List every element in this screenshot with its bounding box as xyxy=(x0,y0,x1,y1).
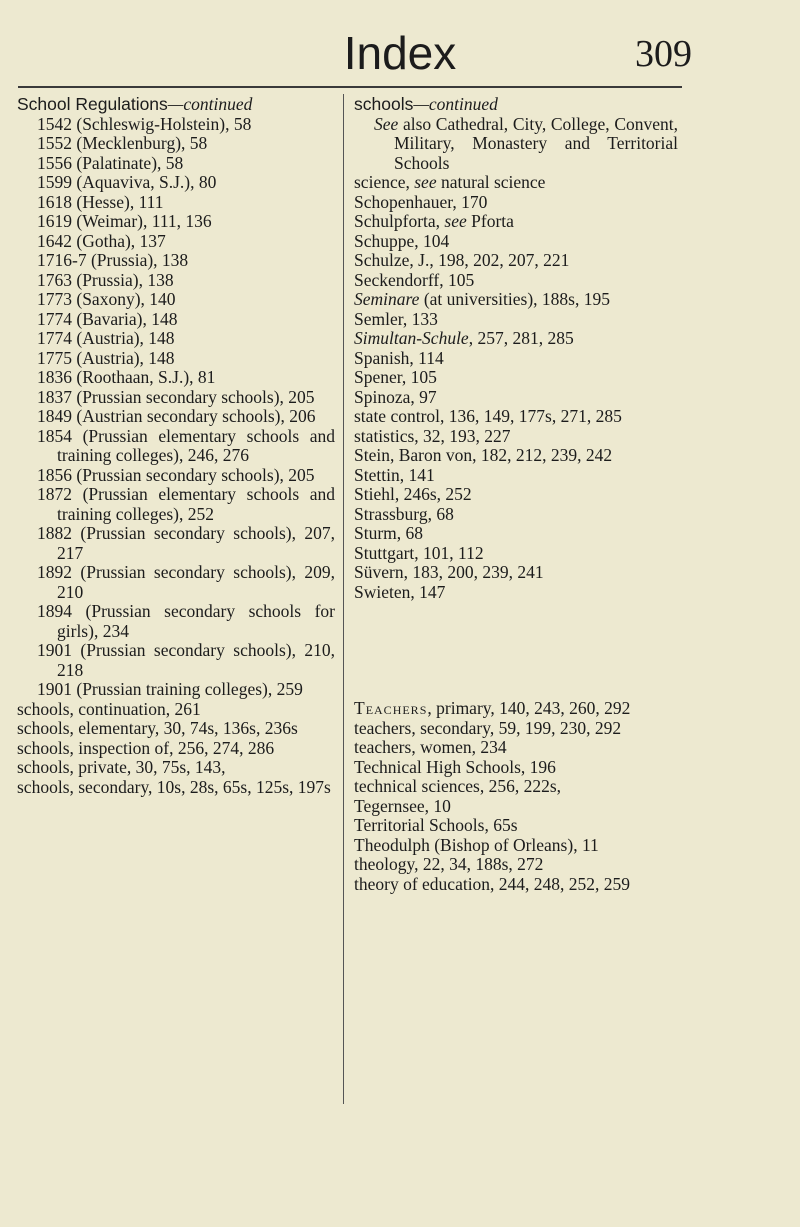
heading-continued: —continued xyxy=(167,94,253,114)
index-subentry: 1856 (Prussian secondary schools), 205 xyxy=(37,464,315,485)
index-entry: Spener, 105 xyxy=(354,367,437,387)
left-column xyxy=(17,95,335,797)
index-subentry: 1556 (Palatinate), 58 xyxy=(37,152,184,173)
index-entry: Theodulph (Bishop of Orleans), 11 xyxy=(354,834,599,855)
index-subentry: 1872 (Prussian elementary schools and training colleges), 252 xyxy=(37,484,335,524)
index-entry: Schuppe, 104 xyxy=(354,230,450,251)
index-subentry: 1773 (Saxony), 140 xyxy=(37,289,176,309)
index-entry xyxy=(354,699,678,719)
index-entry: teachers, secondary, 59, 199, 230, 292 xyxy=(354,717,622,738)
index-entry: schools, inspection of, 256, 274, 286 xyxy=(17,737,275,758)
index-entry: Semler, 133 xyxy=(354,308,438,329)
entry-pages: , primary, 140, 243, 260, 292 xyxy=(427,698,631,718)
index-subentry: 1642 (Gotha), 137 xyxy=(37,230,166,251)
index-entry xyxy=(354,173,678,193)
index-entry xyxy=(354,329,678,349)
index-entry: Schopenhauer, 170 xyxy=(354,191,488,212)
index-entry: Strassburg, 68 xyxy=(354,503,454,524)
entry-pages: , 257, 281, 285 xyxy=(468,328,574,348)
page-number: 309 xyxy=(635,33,692,75)
index-entry: Technical High Schools, 196 xyxy=(354,756,556,777)
index-entry: Süvern, 183, 200, 239, 241 xyxy=(354,562,544,582)
right-column xyxy=(354,95,678,894)
header-rule xyxy=(18,86,682,88)
index-entry: Stiehl, 246s, 252 xyxy=(354,484,472,504)
entry-title: Simultan-Schule xyxy=(354,328,469,348)
index-entry: state control, 136, 149, 177s, 271, 285 xyxy=(354,406,622,426)
index-subentry: 1619 (Weimar), 111, 136 xyxy=(37,211,212,231)
index-entry: schools, elementary, 30, 74s, 136s, 236s xyxy=(17,718,298,738)
index-entry: theory of education, 244, 248, 252, 259 xyxy=(354,873,631,894)
index-entry: Swieten, 147 xyxy=(354,581,446,602)
index-entry: Schulze, J., 198, 202, 207, 221 xyxy=(354,250,570,270)
index-subentry: 1836 (Roothaan, S.J.), 81 xyxy=(37,367,216,387)
index-entry: Spanish, 114 xyxy=(354,347,444,368)
index-subentry: 1552 (Mecklenburg), 58 xyxy=(37,133,208,153)
entry-title: Seminare xyxy=(354,289,420,309)
index-entry: schools, secondary, 10s, 28s, 65s, 125s, 197s xyxy=(17,776,331,797)
section-gap xyxy=(354,602,678,699)
see-label: See xyxy=(374,113,399,134)
index-entry xyxy=(354,290,678,310)
index-entry: schools, private, 30, 75s, 143, xyxy=(17,757,226,777)
index-subentry: 1599 (Aquaviva, S.J.), 80 xyxy=(37,172,217,192)
see-target: natural science xyxy=(436,172,546,192)
index-subentry: 1894 (Prussian secondary schools for girls), 234 xyxy=(37,601,335,641)
see-label: see xyxy=(444,211,467,231)
index-entry: Spinoza, 97 xyxy=(354,386,437,407)
index-subentry: 1618 (Hesse), 111 xyxy=(37,191,164,212)
index-entry: theology, 22, 34, 188s, 272 xyxy=(354,854,544,874)
heading-continued: —continued xyxy=(413,94,498,114)
see-label: see xyxy=(414,172,437,192)
index-subentry: 1882 (Prussian secondary schools), 207, 217 xyxy=(37,523,335,563)
section-heading: Teachers xyxy=(354,698,428,718)
index-subentry: 1901 (Prussian training colleges), 259 xyxy=(37,679,303,699)
index-heading xyxy=(354,95,678,115)
heading-term: schools xyxy=(354,94,414,114)
index-entry: technical sciences, 256, 222s, xyxy=(354,776,562,796)
index-subentry: 1763 (Prussia), 138 xyxy=(37,269,174,290)
index-entry: Sturm, 68 xyxy=(354,523,424,543)
index-subentry: 1892 (Prussian secondary schools), 209, 210 xyxy=(37,562,335,602)
page-header xyxy=(0,22,800,82)
index-entry: Stettin, 141 xyxy=(354,464,435,485)
index-subentry: 1716-7 (Prussia), 138 xyxy=(37,250,189,270)
see-also-text: also Cathedral, City, College, Convent, Military, Monastery and Territorial Schools xyxy=(394,113,678,173)
index-entry: Stuttgart, 101, 112 xyxy=(354,542,484,563)
index-heading xyxy=(17,95,335,115)
index-entry: Tegernsee, 10 xyxy=(354,795,451,816)
index-entry: schools, continuation, 261 xyxy=(17,698,201,719)
index-entry xyxy=(354,212,678,232)
entry-pages: (at universities), 188s, 195 xyxy=(419,289,610,309)
index-subentry: 1901 (Prussian secondary schools), 210, 218 xyxy=(37,640,335,680)
index-subentry: 1854 (Prussian elementary schools and training colleges), 246, 276 xyxy=(37,425,335,465)
index-entry: teachers, women, 234 xyxy=(354,737,507,757)
index-entry: Territorial Schools, 65s xyxy=(354,815,518,835)
page-title: Index xyxy=(343,27,457,79)
index-entry: statistics, 32, 193, 227 xyxy=(354,425,511,446)
index-subentry: 1774 (Austria), 148 xyxy=(37,328,175,348)
index-entry: Seckendorff, 105 xyxy=(354,269,475,290)
column-divider xyxy=(343,94,344,1104)
index-subentry: 1837 (Prussian secondary schools), 205 xyxy=(37,386,315,407)
index-entry: Stein, Baron von, 182, 212, 239, 242 xyxy=(354,445,613,465)
see-target: Pforta xyxy=(466,211,514,231)
entry-term: Schulpforta, xyxy=(354,211,445,231)
see-also-entry xyxy=(354,115,678,174)
index-subentry: 1774 (Bavaria), 148 xyxy=(37,308,178,329)
index-subentry: 1849 (Austrian secondary schools), 206 xyxy=(37,406,316,426)
heading-term: School Regulations xyxy=(17,94,168,114)
entry-term: science, xyxy=(354,172,415,192)
index-subentry: 1542 (Schleswig-Holstein), 58 xyxy=(37,113,252,134)
index-subentry: 1775 (Austria), 148 xyxy=(37,347,175,368)
